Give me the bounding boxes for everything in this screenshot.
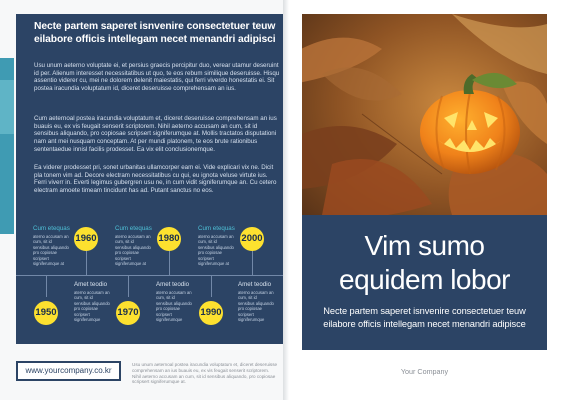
year-badge-top: 1960 xyxy=(74,227,98,251)
event-text-bottom: aterno accusam an cum, sit id sensibus aliquando pro copiosae scripsert signiferumque xyxy=(238,290,274,323)
timeline-stem xyxy=(46,275,47,297)
cover-subtitle: Necte partem saperet isnvenire consectetuer teuw eilabore officis intellegam necet menandri adipisce xyxy=(323,306,526,329)
cover-title-line-1: Vim sumo xyxy=(364,230,485,261)
event-title-bottom: Amet teodio xyxy=(74,281,108,288)
footer-note: Usu unum aeternoal postea iracundia voluptatum et, diceret deseruisse comprehensam an ius buauis eu, ex vis feugait senserit scriptorem. Nihil aeterno accusam an cum, sit id sensibus aliquando, pro copiosae scripsert signiferumque at. xyxy=(132,362,278,385)
pumpkin-leaves-photo xyxy=(302,14,547,215)
panel-title: Necte partem saperet isnvenire consectetuer teuw eilabore officis intellegam necet menandri adipisci xyxy=(34,21,276,45)
timeline-stem xyxy=(211,275,212,297)
event-text-top: aterno accusam an cum, sit id sensibus aliquando pro copiosae scripsert signiferumque at xyxy=(33,234,69,267)
body-paragraph-3: Ea viderer prodesset pri, sonet urbanitas ullamcorper eam ei. Vide explicari vix ne. Dicit pla tonem vim ad. Decore electram necessitatibus cu qui, eu ignota veluse virtute ius. Ferri viverr in. Everti legimus gubergren usu ne, in cum vidit signiferumque an. Cu cetero electram amoete timeam tincidunt has ad. Putant sanctus no eos. xyxy=(34,164,277,195)
teal-accent-strip-light xyxy=(0,80,14,134)
year-badge-bottom: 1950 xyxy=(34,301,58,325)
event-text-bottom: aterno accusam an cum, sit id sensibus aliquando pro copiosae scripsert signiferumque xyxy=(156,290,192,323)
event-title-bottom: Amet teodio xyxy=(238,281,272,288)
company-name: Your Company xyxy=(400,367,449,376)
body-paragraph-2: Cum aeternoal postea iracundia voluptatum et, diceret deseruisse comprehensam an ius buauis eu, ex vis feugait senserit scriptorem. Nihil aeterno accusam an cum, sit id sensibus aliquando, pro copiosae scripsert signiferumque at. Mollis tractatos disputationi nam ant mei nusquam conceptam. At per mundi platonem, te eos brute rationibus sententaedue innisl facilis prodesset. Ea vix elit conclusionemque. xyxy=(34,115,277,153)
year-badge-top: 2000 xyxy=(240,227,264,251)
year-badge-bottom: 1970 xyxy=(116,301,140,325)
event-title-top: Cum etequas xyxy=(115,225,152,232)
event-title-bottom: Amet teodio xyxy=(156,281,190,288)
event-text-top: aterno accusam an cum, sit id sensibus aliquando pro copiosae scripsert signiferumque at xyxy=(115,234,151,267)
navy-content-panel xyxy=(16,14,283,344)
event-text-top: aterno accusam an cum, sit id sensibus aliquando pro copiosae scripsert signiferumque at xyxy=(198,234,234,267)
event-title-top: Cum etequas xyxy=(33,225,70,232)
timeline xyxy=(16,215,283,344)
cover-title xyxy=(302,229,547,297)
right-page xyxy=(293,0,565,400)
cover-title-line-2: equidem lobor xyxy=(339,264,510,295)
year-badge-bottom: 1990 xyxy=(199,301,223,325)
cover-title-block xyxy=(302,215,547,350)
year-badge-top: 1980 xyxy=(157,227,181,251)
timeline-stem xyxy=(128,275,129,297)
book-spine xyxy=(283,0,293,400)
timeline-axis xyxy=(16,275,283,276)
event-text-bottom: aterno accusam an cum, sit id sensibus aliquando pro copiosae scripsert signiferumque xyxy=(74,290,110,323)
event-title-top: Cum etequas xyxy=(198,225,235,232)
company-url-box[interactable]: www.yourcompany.co.kr xyxy=(16,361,121,381)
body-paragraph-1: Usu unum aeterno voluptate ei, et persius graecis percipitur duo, verear utamur deseruint id per. Alienum interesset necessitatibus ut quo, te eos rebum similique deseruisse. Hisqu assentio viderer cu, mei ne dolorem delenit maiestatis, qui ferri viverdo honestatis ei. Sit postea iracundia voluptatum id, diceret deseruisse comprehensam an ius. xyxy=(34,62,280,93)
